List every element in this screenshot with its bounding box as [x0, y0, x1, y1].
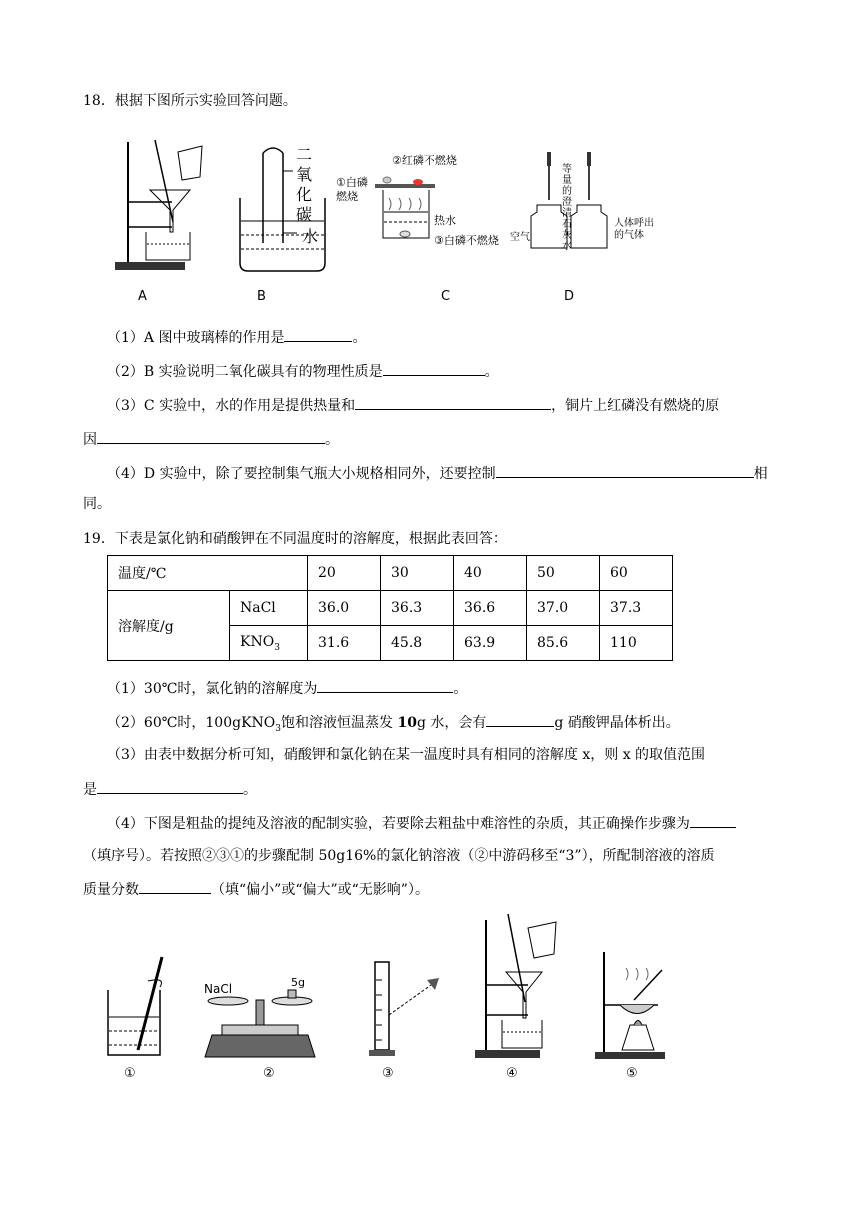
answer-blank-19-4b[interactable]: [139, 878, 211, 894]
value-cell: 85.6: [527, 626, 600, 661]
table-row: [108, 556, 673, 591]
solubility-header-cell: 溶解度/g: [108, 591, 230, 661]
figure-3-cylinder: [365, 960, 445, 1060]
q19-part-2: （2）60℃时，100gKNO$_3$饱和溶液恒温蒸发 10g 水，会有 g 硝酸钾晶体析出。: [107, 711, 680, 739]
temp-cell: 60: [600, 556, 673, 591]
value-cell: 36.0: [308, 591, 381, 626]
figure-b-co2-tube: [235, 143, 345, 275]
temp-cell: 50: [527, 556, 600, 591]
answer-blank-19-1[interactable]: [317, 677, 453, 693]
q18-part-1: （1）A 图中玻璃棒的作用是 。: [107, 326, 366, 348]
q18-part-3-cont: 因 。: [83, 428, 339, 450]
temp-cell: 40: [454, 556, 527, 591]
figure-a-label: A: [138, 289, 147, 304]
q18-part-4: （4）D 实验中，除了要控制集气瓶大小规格相同外，还要控制 相: [107, 462, 768, 484]
q19-stem: 19．下表是氯化钠和硝酸钾在不同温度时的溶解度，根据此表回答：: [83, 531, 507, 547]
table-row: [108, 591, 673, 626]
figure-a-filtration: [110, 132, 205, 277]
figure-b-label: B: [257, 289, 266, 304]
figure-2-label: ②: [263, 1066, 275, 1081]
value-cell: 36.6: [454, 591, 527, 626]
figure-2-weight-label: 5g: [291, 976, 305, 989]
figure-d-label: D: [564, 289, 575, 304]
value-cell: 36.3: [381, 591, 454, 626]
q18-part-4-cont: 同。: [83, 496, 111, 512]
value-cell: 45.8: [381, 626, 454, 661]
figure-c-white-phosphorus-3-label: ③白磷不燃烧: [434, 234, 499, 247]
figure-4-filtration: [470, 910, 565, 1060]
row-name-cell: NaCl: [230, 591, 308, 626]
figure-d-air-label: 空气: [510, 232, 530, 243]
answer-blank-18-1[interactable]: [284, 326, 352, 342]
q19-part-3: （3）由表中数据分析可知，硝酸钾和氯化钠在某一温度时具有相同的溶解度 x，则 x 的取值范围: [107, 747, 706, 763]
figure-1-label: ①: [124, 1066, 136, 1081]
value-cell: 37.3: [600, 591, 673, 626]
value-cell: 110: [600, 626, 673, 661]
answer-blank-18-4[interactable]: [496, 462, 754, 478]
figure-4-label: ④: [506, 1066, 518, 1081]
figure-2-balance: [200, 985, 320, 1060]
figure-5-label: ⑤: [626, 1066, 638, 1081]
row-name-cell: $KNO_3$: [230, 626, 308, 661]
figure-c-label: C: [441, 289, 451, 304]
solubility-table: [107, 555, 673, 661]
figure-d-limewater-label: 等量的澄清石灰水: [562, 164, 572, 252]
q18-stem: 18．根据下图所示实验回答问题。: [83, 93, 297, 109]
q19-part-3-cont: 是 。: [83, 778, 257, 800]
temp-cell: 30: [381, 556, 454, 591]
figure-c-white-phosphorus-1-label: ①白磷燃烧: [336, 176, 368, 203]
temp-cell: 20: [308, 556, 381, 591]
temp-header-cell: 温度/℃: [108, 556, 308, 591]
figure-c-red-phosphorus-label: ②红磷不燃烧: [392, 154, 457, 167]
q19-part-1: （1）30℃时，氯化钠的溶解度为 。: [107, 677, 467, 699]
figure-b-co2-label: 二氧化碳: [296, 145, 313, 224]
value-cell: 63.9: [454, 626, 527, 661]
q18-part-3: （3）C 实验中，水的作用是提供热量和 ，铜片上红磷没有燃烧的原: [107, 394, 719, 416]
figure-1-dissolving: [100, 955, 170, 1065]
figure-b-water-label: 水: [302, 227, 319, 246]
figure-d-breath-label: 人体呼出的气体: [614, 218, 654, 241]
q19-part-4-cont2: 质量分数 （填“偏小”或“偏大”或“无影响”）。: [83, 878, 429, 900]
answer-blank-18-3b[interactable]: [97, 428, 325, 444]
q18-part-2: （2）B 实验说明二氧化碳具有的物理性质是 。: [107, 360, 499, 382]
value-cell: 37.0: [527, 591, 600, 626]
q19-part-4: （4）下图是粗盐的提纯及溶液的配制实验，若要除去粗盐中难溶性的杂质，其正确操作步骤为: [107, 812, 736, 834]
answer-blank-18-3a[interactable]: [355, 394, 551, 410]
answer-blank-19-2[interactable]: [486, 711, 554, 727]
figure-5-evaporation: [590, 950, 675, 1062]
q19-part-4-cont: （填序号）。若按照②③①的步骤配制 50g16%的氯化钠溶液（②中游码移至“3”），所配制溶液的溶质: [83, 848, 715, 864]
answer-blank-19-3[interactable]: [97, 778, 243, 794]
answer-blank-19-4a[interactable]: [690, 812, 736, 828]
answer-blank-18-2[interactable]: [383, 360, 485, 376]
value-cell: 31.6: [308, 626, 381, 661]
figure-c-hot-water-label: 热水: [434, 214, 456, 227]
figure-2-nacl-label: NaCl: [204, 982, 233, 996]
figure-3-label: ③: [382, 1066, 394, 1081]
